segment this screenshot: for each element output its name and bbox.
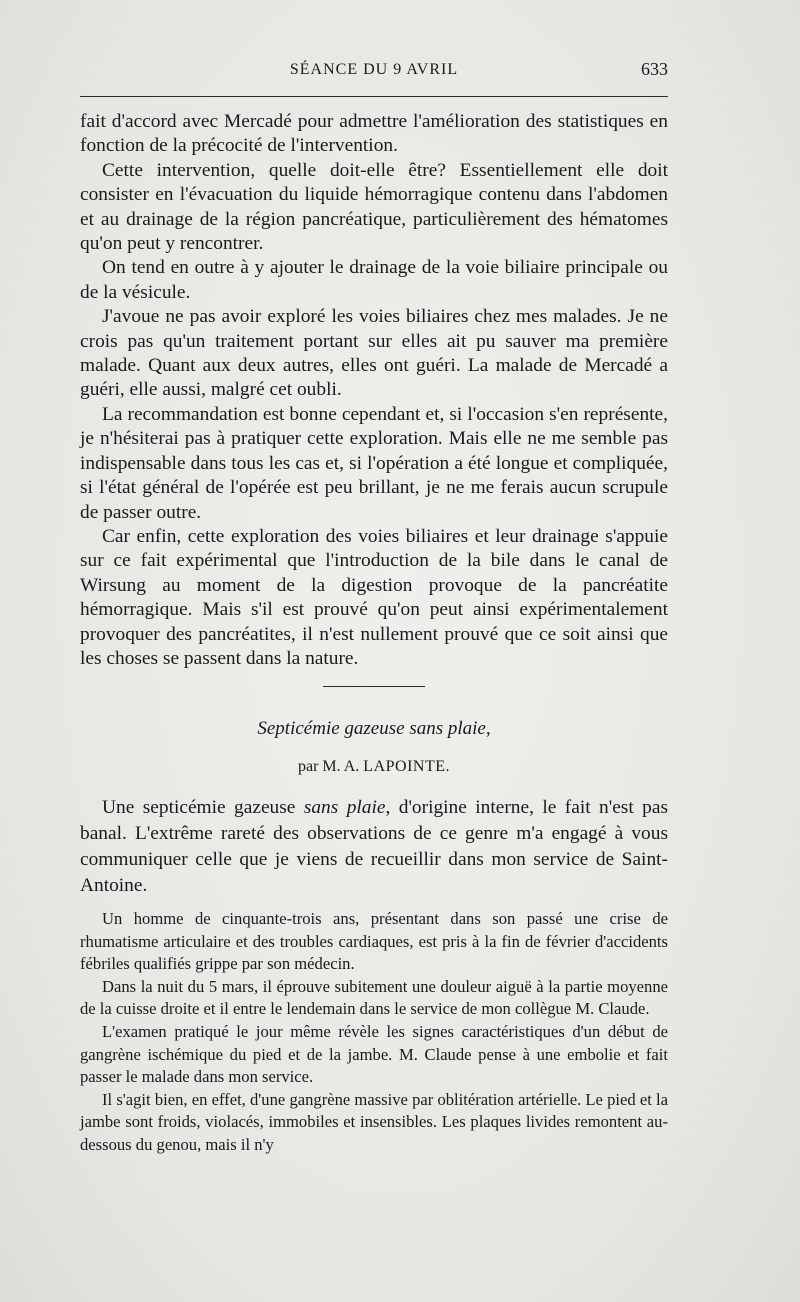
discussion-text xyxy=(80,110,668,671)
intro-emphasis: sans plaie xyxy=(303,797,386,818)
paragraph: fait d'accord avec Mercadé pour admettre l'amélioration des statistiques en fonction de la précocité de l'intervention. xyxy=(80,111,668,157)
case-report xyxy=(80,908,668,1157)
case-paragraph: Il s'agit bien, en effet, d'une gangrène massive par oblitération artérielle. Le pied et la jambe sont froids, violacés, immobiles et insensibles. Les plaques livides remontent au-dessous du genou, mais il n'y xyxy=(80,1089,668,1154)
running-title: SÉANCE DU 9 AVRIL xyxy=(289,61,459,78)
intro-paragraph xyxy=(80,795,668,899)
case-paragraph: L'examen pratiqué le jour même révèle les signes caractéristiques d'un début de gangrène ischémique du pied et de la jambe. M. Claude pense à une embolie et fait passer le malade dans mon service. xyxy=(80,1021,668,1087)
byline-author: LAPOINTE. xyxy=(363,758,451,775)
byline-prefix: par M. A. xyxy=(297,758,360,775)
paragraph: On tend en outre à y ajouter le drainage de la voie biliaire principale ou de la vésicule. xyxy=(80,257,668,303)
paragraph: Car enfin, cette exploration des voies biliaires et leur drainage s'appuie sur ce fait expérimental que l'introduction de la bile dans le canal de Wirsung au moment de la digestion provoque de la pancréatite hémorragique. Mais s'il est prouvé qu'on peut ainsi expérimentalement provoquer des pancréatites, il n'est nullement prouvé que ce soit ainsi que les choses se passent dans la nature. xyxy=(80,525,668,669)
page-number: 633 xyxy=(641,59,668,79)
paragraph: Cette intervention, quelle doit-elle être? Essentiellement elle doit consister en l'évacuation du liquide hémorragique contenu dans l'abdomen et au drainage de la région pancréatique, particulièrement des hématomes qu'on peut y rencontrer. xyxy=(80,159,668,255)
header-rule xyxy=(80,96,668,97)
section-divider xyxy=(323,686,425,687)
case-paragraph: Dans la nuit du 5 mars, il éprouve subitement une douleur aiguë à la partie moyenne de la cuisse droite et il entre le lendemain dans le service de mon collègue M. Claude. xyxy=(80,976,668,1019)
intro-text-start: Une septicémie gazeuse xyxy=(102,797,304,818)
article-intro xyxy=(80,795,668,899)
article-byline xyxy=(80,758,668,776)
case-paragraph: Un homme de cinquante-trois ans, présentant dans son passé une crise de rhumatisme articulaire et des troubles cardiaques, est pris à la fin de février d'accidents fébriles qualifiés grippe par son médecin. xyxy=(80,909,668,974)
intro-text-end: , d'origine interne, le fait n'est pas banal. L'extrême rareté des observations de ce genre m'a engagé à vous communiquer celle que je viens de recueillir dans mon service de Saint-Antoine. xyxy=(80,797,668,896)
paragraph: La recommandation est bonne cependant et, si l'occasion s'en représente, je n'hésiterai pas à pratiquer cette exploration. Mais elle ne me semble pas indispensable dans tous les cas et, si l'opération a été longue et compliquée, si l'état général de l'opérée est peu brillant, je ne me ferais aucun scrupule de passer outre. xyxy=(80,403,668,523)
article-title: Septicémie gazeuse sans plaie, xyxy=(257,718,491,739)
paragraph: J'avoue ne pas avoir exploré les voies biliaires chez mes malades. Je ne crois pas qu'un traitement portant sur elles ait pu sauver ma première malade. Quant aux deux autres, elles ont guéri. La malade de Mercadé a guéri, elle aussi, malgré cet oubli. xyxy=(80,306,668,401)
running-head xyxy=(80,58,668,82)
